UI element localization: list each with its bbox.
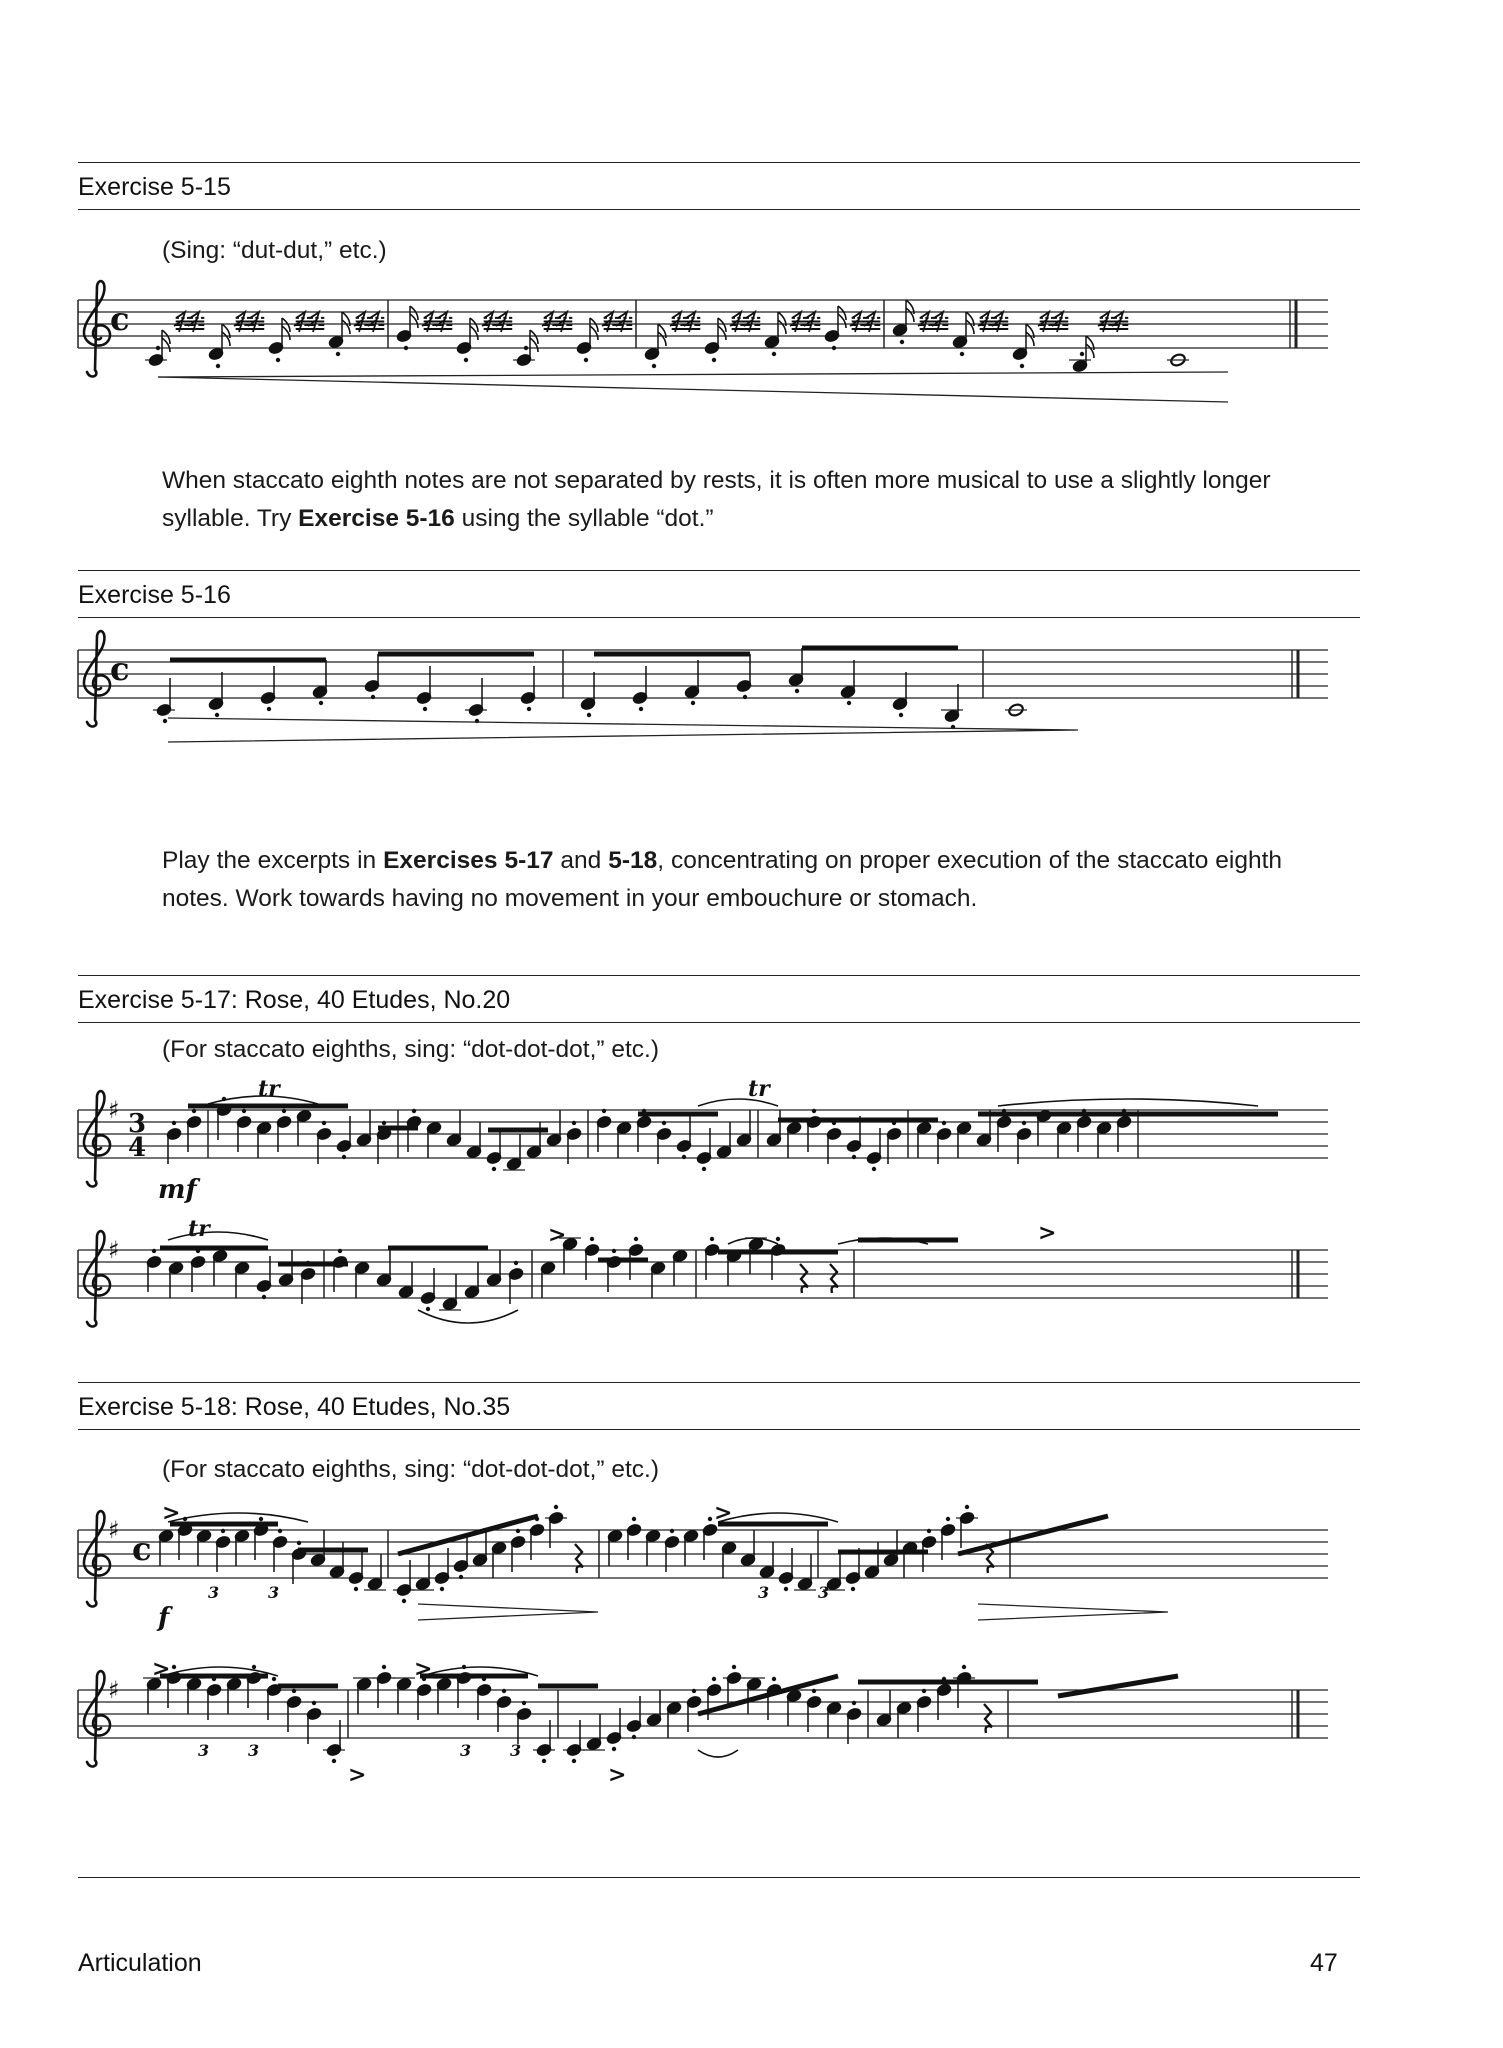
staccato-dot [514,1261,518,1265]
staccato-dot [252,1665,256,1669]
staccato-dot [382,1665,386,1669]
sixteenth-rest-icon: 𝌿 [368,311,386,335]
sixteenth-rest-icon: 𝌿 [188,311,206,335]
staccato-dot [652,364,656,368]
staccato-dot [492,1167,496,1171]
footer-section-name: Articulation [78,1949,202,1977]
staccato-dot [847,701,851,705]
staccato-dot [965,1505,969,1509]
sixteenth-rest-icon: 𝌿 [234,311,252,335]
staccato-dot [459,1575,463,1579]
staccato-dot [221,1529,225,1533]
beam [958,1516,1108,1554]
staccato-dot [710,1237,714,1241]
dynamic-marking: f [158,1603,170,1633]
staccato-dot [632,1735,636,1739]
staccato-dot [215,713,219,717]
staccato-dot [812,1109,816,1113]
accent-mark: > [608,1762,627,1788]
sixteenth-rest-icon: 𝌿 [730,311,748,335]
staccato-dot [152,1249,156,1253]
triplet-marking: 3 [758,1583,770,1602]
triplet-marking: 3 [248,1741,260,1760]
time-signature-numerator: 3 [128,1109,147,1139]
staccato-dot [922,1689,926,1693]
paragraph-staccato-syllable: When staccato eighth notes are not separated by rests, it is often more musical to use a slightly longer syllable. Try Exercise 5-16 using the syllable “dot.” [162,467,1271,532]
quarter-rest-icon [984,1704,992,1733]
staccato-dot [1080,352,1084,356]
staccato-dot [332,1759,336,1763]
triplet-marking: 3 [268,1583,280,1602]
staccato-dot [712,358,716,362]
sixteenth-rest-icon: 𝌿 [670,311,688,335]
page-number: 47 [1310,1949,1338,1977]
sixteenth-rest-icon: 𝌿 [496,311,514,335]
triplet-marking: 3 [510,1741,522,1760]
triplet-marking: 3 [198,1741,210,1760]
triplet-marking: 3 [818,1583,830,1602]
staccato-dot [404,346,408,350]
staccato-dot [1022,1121,1026,1125]
staccato-dot [522,1701,526,1705]
staccato-dot [259,1517,263,1521]
sixteenth-rest-icon: 𝌿 [542,311,560,335]
staccato-dot [851,1587,855,1591]
staccato-dot [402,1599,406,1603]
staccato-dot [423,707,427,711]
exercise-instruction: (For staccato eighths, sing: “dot-dot-dot,” etc.) [162,1036,660,1063]
staccato-dot [354,1587,358,1591]
staccato-dot [795,689,799,693]
staccato-dot [276,358,280,362]
staccato-dot [172,1121,176,1125]
accent-mark: > [414,1656,433,1682]
section-rule [78,1382,1360,1383]
staccato-dot [572,1121,576,1125]
music-staff-5-17-line-1 [78,1076,1328,1210]
sixteenth-rest-icon: 𝌿 [864,311,882,335]
staccato-dot [572,1759,576,1763]
staccato-dot [852,1155,856,1159]
paragraph-excerpt-instructions: Play the excerpts in Exercises 5-17 and 5-18, concentrating on proper execution of the staccato eighth notes. Work towards having no movement in your embouchure or stomach. [162,847,1283,912]
sixteenth-rest-icon: 𝌿 [1038,311,1056,335]
sixteenth-rest-icon: 𝌿 [482,311,500,335]
sixteenth-rest-icon: 𝌿 [616,311,634,335]
staccato-dot [292,1689,296,1693]
staccato-dot [670,1529,674,1533]
staccato-dot [772,1677,776,1681]
music-staff-5-18-line-1 [78,1500,1328,1640]
staccato-dot [587,713,591,717]
key-signature-sharp-icon: ♯ [108,1236,120,1264]
triplet-marking: 3 [460,1741,472,1760]
sixteenth-rest-icon: 𝌿 [248,311,266,335]
trill-marking: tr [748,1076,770,1102]
staccato-dot [612,1747,616,1751]
staccato-dot [336,352,340,356]
treble-clef-icon [84,1671,110,1766]
staccato-dot [702,1167,706,1171]
staccato-dot [812,1689,816,1693]
staccato-dot [946,1517,950,1521]
staccato-dot [272,1677,276,1681]
section-rule [78,162,1360,163]
staccato-dot [832,346,836,350]
section-rule [78,1022,1360,1023]
staccato-dot [524,346,528,350]
common-time-icon: c [110,650,130,688]
treble-clef-icon [84,1091,110,1186]
music-staff-5-16 [78,630,1328,770]
staccato-dot [464,358,468,362]
sixteenth-rest-icon: 𝌿 [790,311,808,335]
staccato-dot [282,1109,286,1113]
staccato-dot [156,346,160,350]
staccato-dot [342,1155,346,1159]
treble-clef-icon [84,631,110,726]
staccato-dot [590,1237,594,1241]
quarter-rest-icon [800,1264,808,1293]
staccato-dot [899,713,903,717]
section-rule [78,570,1360,571]
accent-mark: > [162,1500,181,1526]
exercise-title: Exercise 5-18: Rose, 40 Etudes, No.35 [78,1393,511,1421]
staccato-dot [267,707,271,711]
staccato-dot [708,1517,712,1521]
footer-rule [78,1877,1360,1878]
key-signature-sharp-icon: ♯ [108,1676,120,1704]
treble-clef-icon [84,1231,110,1326]
staccato-dot [242,1109,246,1113]
sixteenth-rest-icon: 𝌿 [978,311,996,335]
beam [398,1516,538,1554]
staccato-dot [602,1109,606,1113]
sixteenth-rest-icon: 𝌿 [850,311,868,335]
common-time-icon: c [110,300,130,338]
staccato-dot [502,1689,506,1693]
decrescendo-hairpin [158,377,1228,402]
section-rule [78,209,1360,210]
trill-marking: tr [188,1216,210,1242]
staccato-dot [312,1701,316,1705]
sixteenth-rest-icon: 𝌿 [436,311,454,335]
staccato-dot [192,1109,196,1113]
staccato-dot [426,1307,430,1311]
section-rule [78,975,1360,976]
staccato-dot [584,358,588,362]
exercise-title: Exercise 5-15 [78,173,231,201]
staccato-dot [554,1505,558,1509]
staccato-dot [776,1237,780,1241]
triplet-marking: 3 [208,1583,220,1602]
exercise-instruction: (Sing: “dut-dut,” etc.) [162,237,387,264]
staccato-dot [732,1665,736,1669]
sixteenth-rest-icon: 𝌿 [744,311,762,335]
slur [998,1099,1258,1106]
quarter-rest-icon [575,1544,583,1573]
treble-clef-icon [84,1511,110,1606]
staccato-dot [297,1541,301,1545]
music-staff-5-18-line-2 [78,1656,1328,1800]
staccato-dot [960,352,964,356]
staccato-dot [691,701,695,705]
key-signature-sharp-icon: ♯ [108,1096,120,1124]
music-staff-5-17-line-2 [78,1216,1328,1350]
sixteenth-rest-icon: 𝌿 [932,311,950,335]
sixteenth-rest-icon: 𝌿 [308,311,326,335]
accent-mark: > [348,1762,367,1788]
staccato-dot [371,695,375,699]
decrescendo-hairpin [418,1604,598,1620]
staccato-dot [382,1121,386,1125]
dynamic-marking: mf [158,1175,197,1205]
staccato-dot [639,707,643,711]
staccato-dot [743,695,747,699]
sixteenth-rest-icon: 𝌿 [354,311,372,335]
staccato-dot [682,1155,686,1159]
staccato-dot [172,1665,176,1669]
exercise-reference: Exercise 5-16 [298,505,455,532]
time-signature-denominator: 4 [128,1133,147,1163]
sixteenth-rest-icon: 𝌿 [992,311,1010,335]
staccato-dot [527,707,531,711]
staccato-dot [852,1701,856,1705]
accent-mark: > [1038,1220,1057,1246]
music-staff-5-15 [78,280,1328,420]
sixteenth-rest-icon: 𝌿 [294,311,312,335]
decrescendo-hairpin [978,1604,1168,1620]
exercise-instruction: (For staccato eighths, sing: “dot-dot-dot,” etc.) [162,1456,660,1483]
staccato-dot [319,701,323,705]
accent-mark: > [152,1656,171,1682]
slur [168,1232,268,1240]
sixteenth-rest-icon: 𝌿 [684,311,702,335]
staccato-dot [692,1689,696,1693]
staccato-dot [278,1529,282,1533]
staccato-dot [612,1249,616,1253]
staccato-dot [338,1249,342,1253]
slur [718,1513,838,1522]
staccato-dot [942,1121,946,1125]
staccato-dot [772,352,776,356]
common-time-icon: c [132,1530,152,1568]
staccato-dot [440,1587,444,1591]
trill-marking: tr [258,1076,280,1102]
section-rule [78,617,1360,618]
staccato-dot [872,1167,876,1171]
sixteenth-rest-icon: 𝌿 [1052,311,1070,335]
staccato-dot [634,1237,638,1241]
sixteenth-rest-icon: 𝌿 [1098,311,1116,335]
staccato-dot [412,1109,416,1113]
slur [168,1513,308,1522]
staccato-dot [262,1295,266,1299]
beam [1058,1676,1178,1696]
decrescendo-hairpin [168,718,1078,742]
exercise-title: Exercise 5-17: Rose, 40 Etudes, No.20 [78,986,511,1014]
staccato-dot [962,1665,966,1669]
sixteenth-rest-icon: 𝌿 [918,311,936,335]
staccato-dot [712,1677,716,1681]
staccato-dot [216,364,220,368]
staccato-dot [784,1587,788,1591]
sixteenth-rest-icon: 𝌿 [602,311,620,335]
accent-mark: > [714,1500,733,1526]
sixteenth-rest-icon: 𝌿 [1112,311,1130,335]
staccato-dot [542,1759,546,1763]
slur [698,1750,738,1757]
staccato-dot [516,1529,520,1533]
staccato-dot [662,1121,666,1125]
sixteenth-rest-icon: 𝌿 [556,311,574,335]
quarter-rest-icon [830,1264,838,1293]
staccato-dot [163,719,167,723]
slur [418,1310,518,1323]
sixteenth-rest-icon: 𝌿 [174,311,192,335]
staccato-dot [322,1121,326,1125]
staccato-dot [900,340,904,344]
treble-clef-icon [84,281,110,376]
staccato-dot [1020,364,1024,368]
section-rule [78,1429,1360,1430]
sixteenth-rest-icon: 𝌿 [422,311,440,335]
sixteenth-rest-icon: 𝌿 [804,311,822,335]
staccato-dot [632,1517,636,1521]
staccato-dot [927,1529,931,1533]
key-signature-sharp-icon: ♯ [108,1516,120,1544]
decrescendo-hairpin [158,372,1228,377]
accent-mark: > [548,1222,567,1248]
exercise-title: Exercise 5-16 [78,581,231,609]
